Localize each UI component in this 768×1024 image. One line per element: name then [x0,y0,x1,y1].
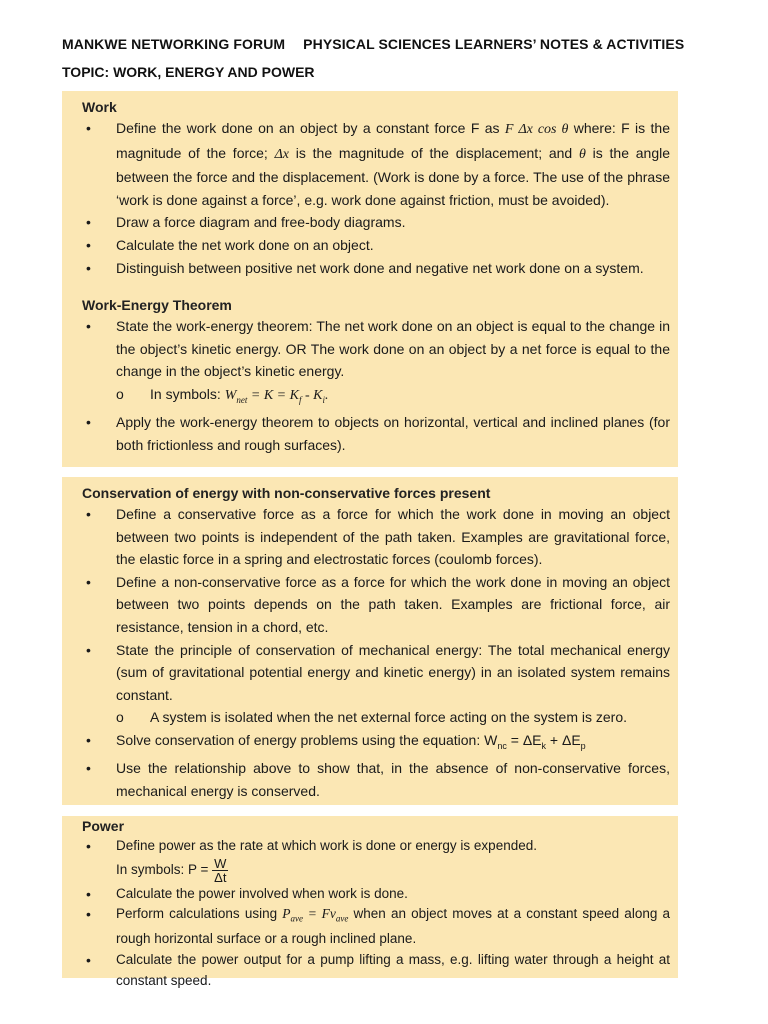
power-formula: $P_{ave} = Fv_{ave}$ [282,906,349,924]
forum-name: MANKWE NETWORKING FORUM [62,36,286,52]
bullet: • [86,760,91,777]
page-header [62,36,684,52]
topic-title: TOPIC: WORK, ENERGY AND POWER [62,64,315,80]
subscript: p [580,740,586,751]
item-text: In symbols: [150,385,225,402]
subscript: k [541,740,547,751]
item-text: Distinguish between positive net work done and negative net work done on a system. [116,259,644,276]
item-text: Use the relationship above to show that, in the absence of non-conservative forces, mechanical energy is conserved. [116,760,670,799]
item-text: Define a non-conservative force as a force for which the work done in moving an object between two points depends on the path taken. Examples are frictional force, air resistance, tension in a chord, etc. [116,573,670,635]
delta-x: Δx [274,146,290,162]
conservation-section [62,477,678,805]
item-text: State the work-energy theorem: The net work done on an object is equal to the change in the object’s kinetic energy. OR The work done on an object by a net force is equal to the change in the object’s kinetic energy. [116,318,670,380]
list-item [82,884,670,905]
item-text: Apply the work-energy theorem to objects on horizontal, vertical and inclined planes (for both frictionless and rough surfaces). [116,414,670,453]
item-text: when an object moves at a constant speed along a rough horizontal surface or a rough inclined plane. [116,906,670,947]
item-text: is the magnitude of the displacement; and [289,144,579,161]
bullet: • [86,573,91,590]
item-text: Calculate the power involved when work is done. [116,885,408,901]
item-text: Define a conservative force as a force for which the work done in moving an object between two points is independent of the path taken. Examples are gravitational force, the elastic force in a spring and electrostatic forces (coulomb forces). [116,506,670,568]
item-text: is the angle between the force and the displacement. (Work is done by a force. The use of the phrase ‘work is done against a force’, e.g. work done against friction, must be avoided). [116,144,670,208]
bullet: • [86,731,91,748]
list-item [82,503,670,571]
item-text: Draw a force diagram and free-body diagrams. [116,214,406,231]
conservation-heading: Conservation of energy with non-conservative forces present [82,485,491,501]
bullet: • [86,120,91,136]
item-text: Perform calculations using [116,906,283,922]
list-item [82,257,670,280]
work-heading: Work [82,99,117,115]
item-text: Define power as the rate at which work is done or energy is expended. [116,838,537,853]
sub-marker: o [116,385,124,402]
list-item [82,757,670,802]
bullet: • [86,838,91,854]
power-fraction: $\frac{W}{\Delta t}$ [214,855,227,885]
work-formula: F Δx cos θ [504,122,569,137]
item-text: Calculate the power output for a pump lifting a mass, e.g. lifting water through a height at constant speed. [116,952,670,988]
bullet: • [86,214,91,231]
list-item [82,729,670,757]
item-text: where: F is the magnitude of the force; [116,120,670,161]
bullet: • [86,414,91,431]
theta: θ [578,146,586,162]
work-section [62,91,678,467]
item-text: Calculate the net work done on an object. [116,236,374,253]
list-item [82,904,670,950]
symbol-formula: $W_{net} = K = K_f - K_i$. [224,387,329,405]
sub-marker: o [116,709,124,726]
item-text: = ΔE [506,731,542,748]
bullet: • [86,236,91,253]
list-item [82,836,670,884]
list-item [82,639,670,707]
document-title: PHYSICAL SCIENCES LEARNERS’ NOTES & ACTIVITIES [303,36,685,52]
list-item [82,315,670,383]
list-item [82,411,670,456]
list-item [82,950,670,991]
sub-item [82,383,670,411]
sub-item [82,706,670,729]
bullet: • [86,641,91,658]
bullet: • [86,885,91,902]
item-text: In symbols: P = [116,861,213,877]
bullet: • [86,506,91,522]
bullet: • [86,906,91,923]
item-text: Solve conservation of energy problems using the equation: W [116,731,498,748]
item-text: State the principle of conservation of mechanical energy: The total mechanical energy (sum of gravitational potential energy and kinetic energy) in an isolated system remains constant. [116,641,670,703]
bullet: • [86,259,91,276]
theorem-heading: Work-Energy Theorem [82,297,232,314]
list-item [82,571,670,639]
bullet: • [86,952,91,969]
list-item [82,211,670,234]
item-text: + ΔE [546,731,581,748]
item-text: A system is isolated when the net external force acting on the system is zero. [150,709,628,726]
power-section [62,816,678,988]
bullet: • [86,318,91,335]
subscript: nc [497,740,507,751]
list-item [82,117,670,211]
list-item [82,234,670,257]
item-text: Define the work done on an object by a constant force F as [116,120,505,136]
power-heading: Power [82,818,125,834]
